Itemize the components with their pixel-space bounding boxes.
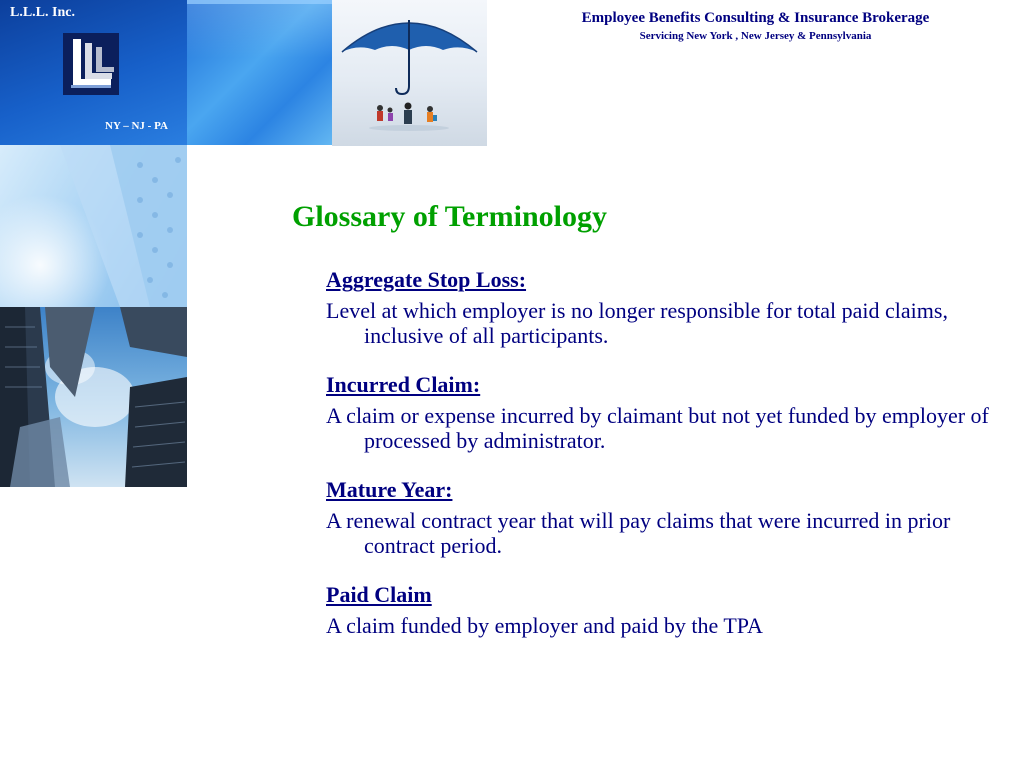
building-facade-image [0, 145, 187, 307]
page-title: Glossary of Terminology [292, 200, 608, 233]
company-name: L.L.L. Inc. [10, 5, 75, 20]
header-subtitle: Servicing New York , New Jersey & Pennsylvania [639, 30, 872, 42]
glossary-term: Paid Claim [326, 582, 432, 607]
glossary-term: Mature Year: [326, 477, 453, 502]
glossary-definition: A claim or expense incurred by claimant but not yet funded by employer of processed by administrator. [326, 403, 989, 453]
glossary-entry [326, 266, 1016, 348]
regions-label: NY – NJ - PA [105, 120, 168, 132]
glossary-definition: A claim funded by employer and paid by the TPA [326, 613, 763, 638]
glossary-list [326, 266, 1016, 661]
logo-panel [0, 0, 187, 145]
umbrella-icon [332, 0, 487, 146]
glossary-entry [326, 476, 1016, 558]
glossary-entry [326, 581, 1016, 638]
blue-decorative-image [187, 0, 332, 145]
header-title: Employee Benefits Consulting & Insurance Brokerage [581, 10, 930, 26]
company-logo [63, 33, 119, 95]
glossary-definition: A renewal contract year that will pay claims that were incurred in prior contract period. [326, 508, 951, 558]
umbrella-image [332, 0, 487, 146]
glossary-term: Aggregate Stop Loss: [326, 267, 527, 292]
glossary-term: Incurred Claim: [326, 372, 481, 397]
glossary-entry [326, 371, 1016, 453]
lll-logo-icon [63, 33, 119, 95]
glossary-definition: Level at which employer is no longer responsible for total paid claims, inclusive of all participants. [326, 298, 948, 348]
skyscrapers-image [0, 307, 187, 487]
